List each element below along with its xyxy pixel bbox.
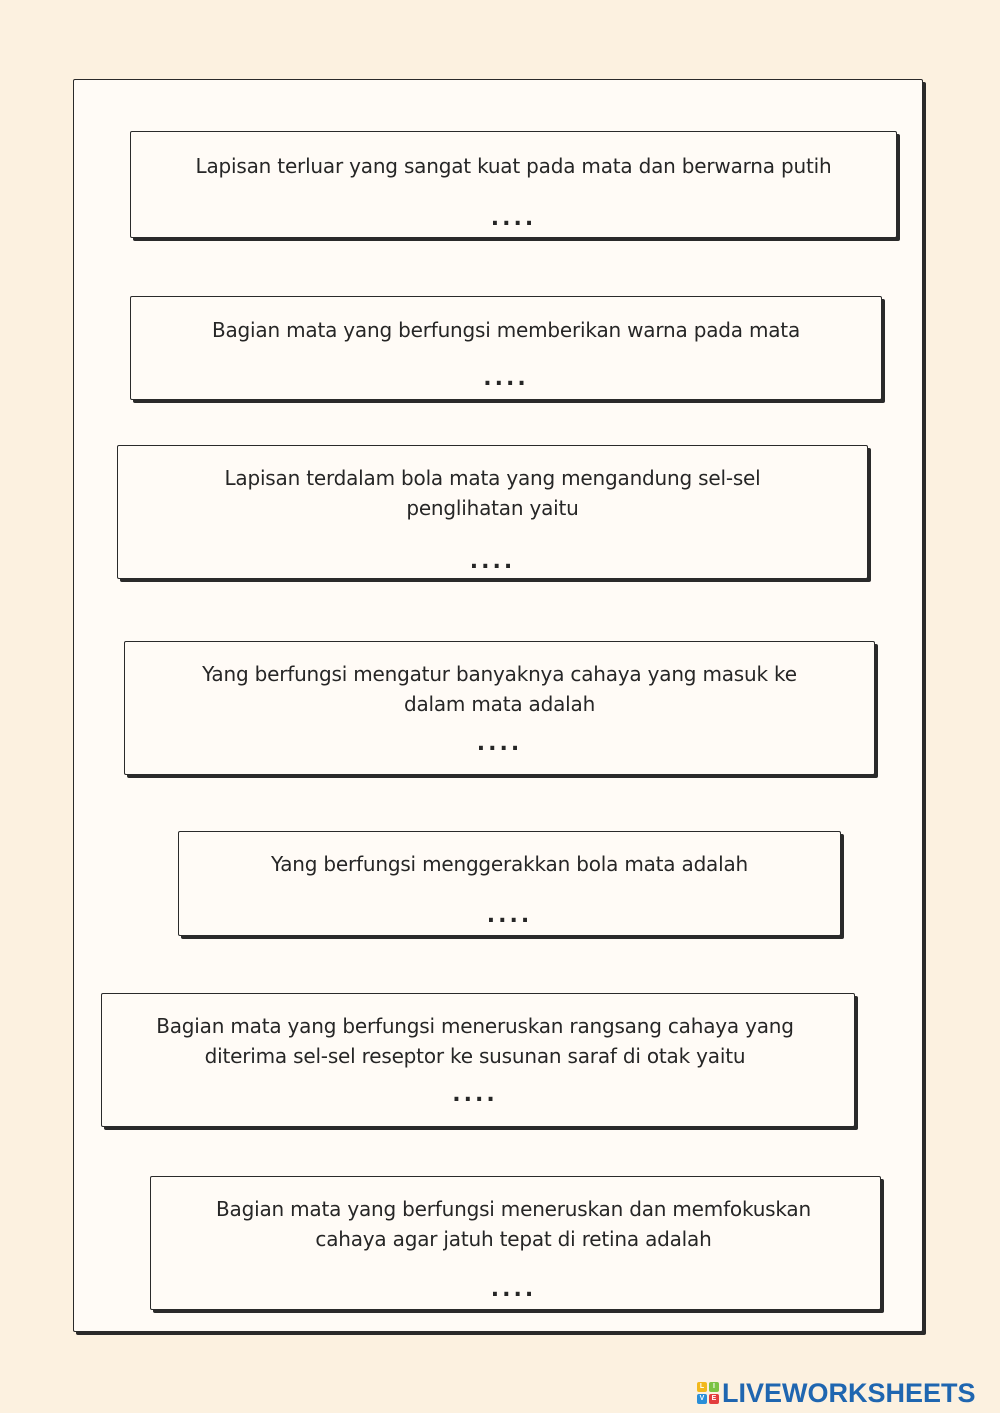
logo-letter: I [709, 1382, 719, 1392]
logo-letter: V [697, 1394, 707, 1404]
answer-blank[interactable]: .... [469, 549, 516, 574]
question-box-2 [130, 296, 882, 400]
question-text: Bagian mata yang berfungsi memberikan warna pada mata [211, 318, 800, 342]
brand-name: LIVEWORKSHEETS [722, 1377, 976, 1408]
logo-letter: E [709, 1394, 719, 1404]
logo-letter: L [697, 1382, 707, 1392]
question-box-4 [124, 641, 875, 775]
question-box-7 [150, 1176, 881, 1310]
question-text: Yang berfungsi menggerakkan bola mata adalah [270, 852, 749, 876]
question-text: Bagian mata yang berfungsi meneruskan dan memfokuskan cahaya agar jatuh tepat di retina adalah [216, 1197, 811, 1251]
answer-blank[interactable]: .... [490, 206, 537, 231]
answer-blank[interactable]: .... [476, 731, 523, 756]
question-text: Yang berfungsi mengatur banyaknya cahaya yang masuk ke dalam mata adalah [202, 662, 797, 716]
question-box-1 [130, 131, 897, 238]
question-box-5 [178, 831, 841, 936]
logo-mark-icon [697, 1382, 719, 1404]
question-box-3 [117, 445, 868, 579]
liveworksheets-logo[interactable] [697, 1378, 976, 1408]
question-text: Lapisan terdalam bola mata yang mengandung sel-sel penglihatan yaitu [224, 466, 761, 520]
question-text: Bagian mata yang berfungsi meneruskan rangsang cahaya yang diterima sel-sel reseptor ke susunan saraf di otak yaitu [156, 1014, 794, 1068]
question-box-6 [101, 993, 855, 1127]
answer-blank[interactable]: .... [486, 903, 533, 928]
answer-blank[interactable]: .... [452, 1082, 498, 1107]
answer-blank[interactable]: .... [490, 1277, 537, 1302]
question-text: Lapisan terluar yang sangat kuat pada mata dan berwarna putih [195, 154, 832, 178]
answer-blank[interactable]: .... [483, 366, 529, 391]
